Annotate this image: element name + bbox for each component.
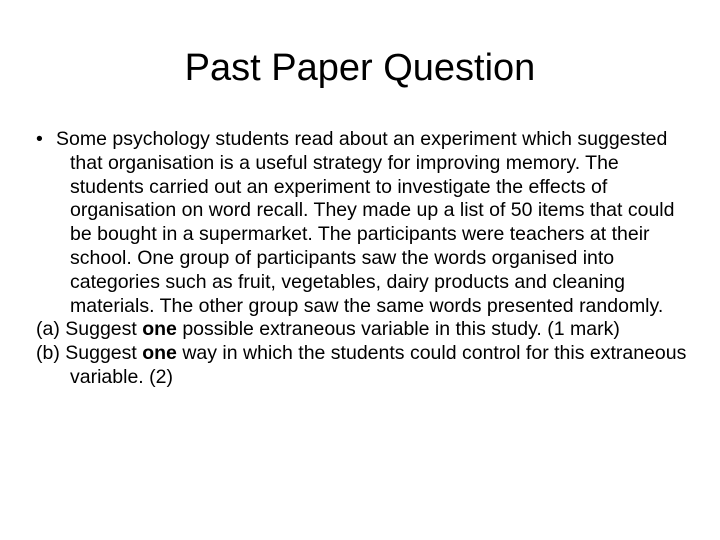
slide-title: Past Paper Question xyxy=(184,47,536,89)
question-b-emphasis: one xyxy=(142,342,177,365)
question-b xyxy=(36,342,692,390)
slide-content xyxy=(36,128,692,390)
bullet-paragraph xyxy=(36,128,692,318)
bullet-icon: • xyxy=(36,128,43,150)
question-a-prefix: (a) Suggest xyxy=(36,318,143,341)
question-b-prefix: (b) Suggest xyxy=(36,342,143,365)
question-a-suffix: possible extraneous variable in this study. (1 mark) xyxy=(176,318,620,341)
question-b-suffix: way in which the students could control for this extraneous variable. (2) xyxy=(70,342,687,388)
question-a-emphasis: one xyxy=(142,318,177,341)
bullet-text: Some psychology students read about an experiment which suggested that organisation is a useful strategy for improving memory. The students carried out an experiment to investigate the effects of organisation on word recall. They made up a list of 50 items that could be bought in a supermarket. The participants were teachers at their school. One group of participants saw the words organised into categories such as fruit, vegetables, dairy products and cleaning materials. The other group saw the same words presented randomly. xyxy=(56,128,675,317)
question-a xyxy=(36,318,692,342)
